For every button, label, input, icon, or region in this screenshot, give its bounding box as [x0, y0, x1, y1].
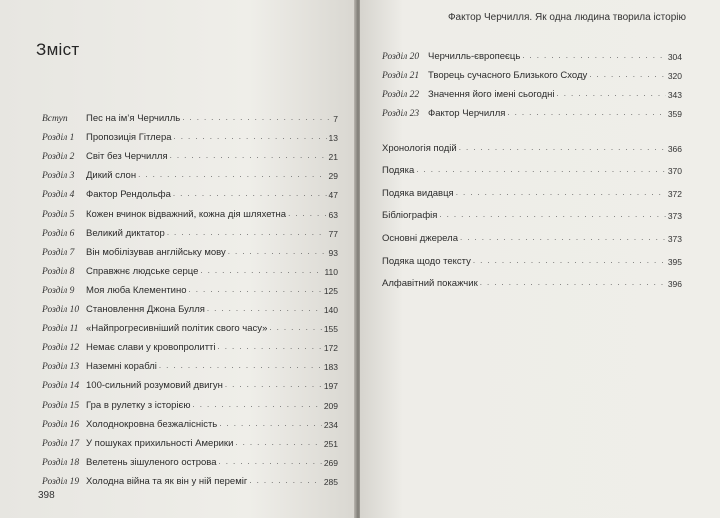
entry-page-number: 269: [323, 457, 338, 468]
toc-entry: [382, 155, 682, 178]
dot-leader: [439, 210, 665, 220]
dot-leader: [225, 380, 322, 390]
chapter-number: Розділ 2: [42, 152, 75, 163]
entry-page-number: 373: [667, 211, 682, 222]
entry-page-number: 93: [328, 247, 338, 258]
toc-entry: [42, 392, 338, 411]
entry-title: Становлення Джона Булля: [86, 304, 205, 316]
toc-entry: [382, 101, 682, 120]
toc-entry: [382, 44, 682, 63]
dot-leader: [269, 323, 321, 333]
chapter-number: Розділ 13: [42, 362, 80, 373]
entry-title: Черчилль-європеєць: [428, 51, 521, 62]
dot-leader: [182, 113, 331, 123]
toc-entry: [42, 354, 338, 373]
dot-leader: [218, 342, 322, 352]
toc-entry: [382, 268, 682, 291]
dot-leader: [589, 70, 666, 80]
entry-title: Подяка: [382, 165, 415, 177]
entry-title: Кожен вчинок відважний, кожна дія шляхетна: [86, 208, 287, 220]
entry-title: Пропозиція Гітлера: [86, 132, 172, 144]
chapter-number: Розділ 17: [42, 438, 80, 449]
entry-page-number: 396: [667, 279, 682, 290]
dot-leader: [480, 278, 666, 288]
toc-entry: [42, 144, 338, 163]
entry-page-number: 234: [323, 419, 338, 430]
chapter-number: Розділ 19: [42, 476, 80, 487]
running-head: Фактор Черчилля. Як одна людина творила історію: [447, 12, 686, 23]
entry-page-number: 304: [667, 52, 682, 62]
entry-title: Бібліографія: [382, 210, 438, 222]
entry-page-number: 47: [328, 190, 338, 201]
entry-page-number: 183: [323, 362, 338, 373]
chapter-number: Розділ 11: [42, 324, 79, 335]
toc-entry: [42, 335, 338, 354]
toc-entry: [42, 297, 338, 316]
entry-title: Пес на ім’я Черчилль: [86, 113, 181, 125]
entry-title: Творець сучасного Близького Сходу: [428, 70, 588, 81]
chapter-number: Розділ 3: [42, 171, 75, 182]
entry-page-number: 395: [667, 256, 682, 267]
dot-leader: [473, 256, 666, 266]
entry-page-number: 359: [667, 109, 682, 119]
chapter-number: Розділ 15: [42, 400, 80, 411]
entry-title: Моя люба Клементино: [86, 284, 187, 296]
chapter-number: Розділ 9: [42, 285, 75, 296]
chapter-number: Вступ: [42, 114, 68, 125]
toc-entry: [42, 182, 338, 201]
chapter-number: Розділ 7: [42, 247, 75, 258]
entry-page-number: 372: [667, 188, 682, 199]
chapter-number: Розділ 14: [42, 381, 80, 392]
toc-list-right-chapters: [382, 44, 682, 120]
dot-leader: [507, 108, 665, 118]
entry-title: Він мобілізував англійську мову: [86, 246, 226, 258]
entry-page-number: 197: [323, 381, 338, 392]
chapter-number: Розділ 18: [42, 457, 80, 468]
contents-heading: Зміст: [36, 40, 80, 59]
dot-leader: [189, 285, 322, 295]
toc-list-left: [42, 106, 338, 488]
entry-title: Велетень зішуленого острова: [86, 456, 217, 468]
entry-title: Фактор Рендольфа: [86, 189, 171, 201]
chapter-number: Розділ 23: [382, 109, 420, 119]
entry-title: Великий диктатор: [86, 227, 165, 239]
entry-page-number: 209: [323, 400, 338, 411]
chapter-number: Розділ 22: [382, 90, 420, 100]
dot-leader: [193, 400, 322, 410]
toc-entry: [42, 316, 338, 335]
chapter-number: Розділ 12: [42, 343, 80, 354]
entry-page-number: 373: [667, 233, 682, 244]
toc-entry: [382, 200, 682, 223]
entry-title: Дикий слон: [86, 170, 137, 182]
left-page: [0, 0, 356, 518]
entry-page-number: 140: [323, 305, 338, 316]
entry-title: Подяка видавця: [382, 187, 454, 199]
entry-title: Світ без Черчилля: [86, 151, 168, 163]
toc-entry: [382, 245, 682, 268]
page-number-left: 398: [38, 490, 55, 501]
dot-leader: [460, 233, 666, 243]
chapter-number: Розділ 10: [42, 305, 80, 316]
dot-leader: [219, 457, 322, 467]
entry-title: Фактор Черчилля: [428, 108, 506, 119]
entry-title: 100-сильний розумовий двигун: [86, 380, 223, 392]
entry-title: Значення його імені сьогодні: [428, 89, 555, 100]
toc-entry: [42, 221, 338, 240]
chapter-number: Розділ 20: [382, 52, 420, 62]
entry-title: Наземні кораблі: [86, 361, 157, 373]
toc-entry: [42, 163, 338, 182]
entry-page-number: 21: [328, 152, 338, 163]
entry-page-number: 29: [328, 171, 338, 182]
entry-title: Хронологія подій: [382, 142, 457, 154]
dot-leader: [456, 188, 666, 198]
chapter-number: Розділ 16: [42, 419, 80, 430]
dot-leader: [556, 89, 665, 99]
dot-leader: [200, 266, 322, 276]
dot-leader: [207, 304, 322, 314]
entry-title: Подяка щодо тексту: [382, 255, 471, 267]
dot-leader: [228, 247, 327, 257]
toc-entry: [42, 240, 338, 259]
dot-leader: [138, 170, 326, 180]
toc-entry: [42, 450, 338, 469]
chapter-number: Розділ 5: [42, 209, 75, 220]
entry-title: Гра в рулетку з історією: [86, 399, 191, 411]
toc-entry: [382, 132, 682, 155]
entry-page-number: 110: [324, 266, 338, 277]
chapter-number: Розділ 1: [42, 133, 75, 144]
toc-entry: [42, 431, 338, 450]
dot-leader: [174, 132, 327, 142]
dot-leader: [219, 419, 322, 429]
toc-entry: [382, 222, 682, 245]
toc-entry: [42, 412, 338, 431]
dot-leader: [170, 151, 327, 161]
toc-entry: [42, 469, 338, 488]
entry-page-number: 13: [328, 133, 338, 144]
entry-page-number: 125: [323, 285, 338, 296]
dot-leader: [167, 228, 327, 238]
dot-leader: [288, 209, 326, 219]
entry-page-number: 251: [323, 438, 338, 449]
dot-leader: [173, 189, 327, 199]
chapter-number: Розділ 21: [382, 71, 420, 81]
entry-title: «Найпрогресивніший політик свого часу»: [86, 323, 268, 335]
right-page: [360, 0, 720, 518]
toc-entry: [42, 125, 338, 144]
chapter-number: Розділ 4: [42, 190, 75, 201]
entry-page-number: 320: [667, 71, 682, 81]
entry-page-number: 172: [323, 343, 338, 354]
entry-page-number: 155: [323, 324, 338, 335]
dot-leader: [459, 143, 666, 153]
toc-entry: [42, 278, 338, 297]
entry-title: Холоднокровна безжалісність: [86, 418, 218, 430]
toc-entry: [42, 259, 338, 278]
entry-title: Холодна війна та як він у ній переміг: [86, 475, 248, 487]
toc-entry: [42, 106, 338, 125]
entry-title: Алфавітний покажчик: [382, 278, 478, 290]
chapter-number: Розділ 6: [42, 228, 75, 239]
entry-title: Справжнє людське серце: [86, 265, 199, 277]
entry-page-number: 63: [328, 209, 338, 220]
entry-page-number: 370: [667, 166, 682, 177]
toc-entry: [382, 177, 682, 200]
dot-leader: [522, 51, 666, 61]
entry-page-number: 7: [333, 114, 338, 125]
entry-page-number: 77: [328, 228, 338, 239]
toc-entry: [42, 373, 338, 392]
entry-page-number: 366: [667, 143, 682, 154]
chapter-number: Розділ 8: [42, 266, 75, 277]
entry-title: Немає слави у кровопролитті: [86, 342, 216, 354]
entry-page-number: 343: [667, 90, 682, 100]
toc-entry: [42, 201, 338, 220]
dot-leader: [159, 361, 322, 371]
toc-entry: [382, 82, 682, 101]
toc-entry: [382, 63, 682, 82]
entry-title: Основні джерела: [382, 232, 458, 244]
dot-leader: [416, 165, 666, 175]
dot-leader: [249, 476, 321, 486]
dot-leader: [235, 438, 321, 448]
entry-title: У пошуках прихильності Америки: [86, 437, 234, 449]
entry-page-number: 285: [323, 476, 338, 487]
toc-list-back-matter: [382, 132, 682, 290]
